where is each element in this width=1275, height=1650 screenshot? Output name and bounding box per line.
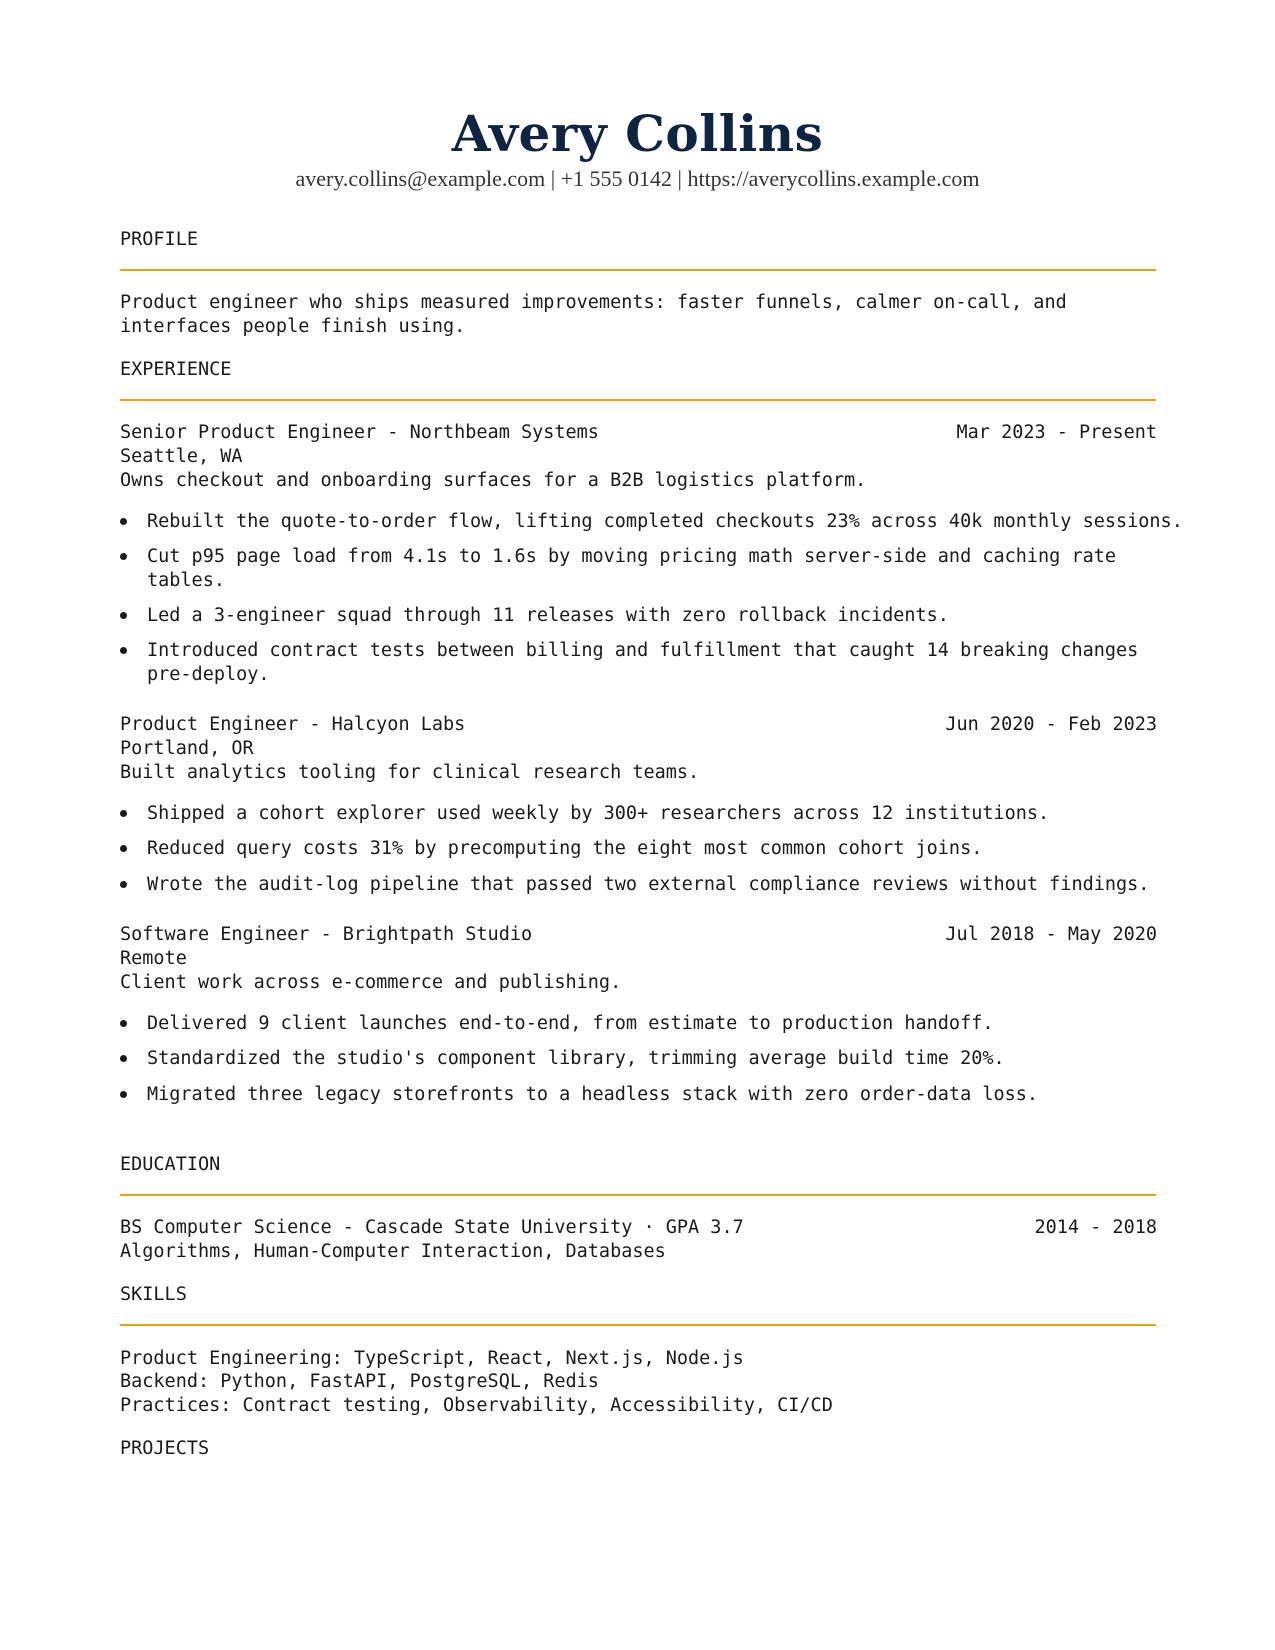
education-dates: 2014 - 2018 (1034, 1217, 1157, 1238)
skills-line: Product Engineering: TypeScript, React, Next.js, Node.js (120, 1348, 744, 1369)
section-heading-profile: PROFILE (120, 229, 198, 250)
job-dates: Jul 2018 - May 2020 (945, 924, 1157, 945)
job-summary: Built analytics tooling for clinical research teams. (120, 762, 700, 783)
bullet-text: Reduced query costs 31% by precomputing the eight most common cohort joins. (147, 838, 983, 859)
section-divider (120, 1324, 1156, 1326)
bullet-text: pre-deploy. (147, 664, 270, 685)
bullet-text: Shipped a cohort explorer used weekly by 300+ researchers across 12 institutions. (147, 803, 1050, 824)
bullet-text: Introduced contract tests between billing and fulfillment that caught 14 breaking changes (147, 640, 1139, 661)
bullet-icon (120, 553, 127, 560)
section-divider (120, 269, 1156, 271)
bullet-icon (120, 1055, 127, 1062)
job-location: Portland, OR (120, 738, 254, 759)
job-summary: Owns checkout and onboarding surfaces for a B2B logistics platform. (120, 470, 867, 491)
job-title: Senior Product Engineer - Northbeam Systems (120, 422, 599, 443)
skills-line: Backend: Python, FastAPI, PostgreSQL, Redis (120, 1371, 599, 1392)
bullet-icon (120, 881, 127, 888)
bullet-text: tables. (147, 570, 225, 591)
job-title: Software Engineer - Brightpath Studio (120, 924, 533, 945)
bullet-icon (120, 647, 127, 654)
section-heading-projects: PROJECTS (120, 1438, 210, 1459)
bullet-text: Cut p95 page load from 4.1s to 1.6s by moving pricing math server-side and caching rate (147, 546, 1117, 567)
bullet-icon (120, 518, 127, 525)
job-title: Product Engineer - Halcyon Labs (120, 714, 466, 735)
coursework-line: Algorithms, Human-Computer Interaction, Databases (120, 1241, 666, 1262)
profile-line: Product engineer who ships measured improvements: faster funnels, calmer on-call, and (120, 292, 1067, 313)
bullet-text: Led a 3-engineer squad through 11 releases with zero rollback incidents. (147, 605, 949, 626)
bullet-icon (120, 1020, 127, 1027)
section-divider (120, 399, 1156, 401)
section-heading-experience: EXPERIENCE (120, 359, 232, 380)
degree-line: BS Computer Science - Cascade State University · GPA 3.7 (120, 1217, 744, 1238)
section-divider (120, 1194, 1156, 1196)
job-location: Seattle, WA (120, 446, 243, 467)
bullet-text: Migrated three legacy storefronts to a headless stack with zero order-data loss. (147, 1084, 1039, 1105)
bullet-text: Wrote the audit-log pipeline that passed two external compliance reviews without findings. (147, 874, 1150, 895)
bullet-text: Rebuilt the quote-to-order flow, lifting completed checkouts 23% across 40k monthly sessions. (147, 511, 1183, 532)
bullet-icon (120, 612, 127, 619)
bullet-icon (120, 845, 127, 852)
bullet-icon (120, 810, 127, 817)
contact-line: avery.collins@example.com | +1 555 0142 | https://averycollins.example.com (295, 166, 980, 191)
skills-line: Practices: Contract testing, Observability, Accessibility, CI/CD (120, 1395, 833, 1416)
job-location: Remote (120, 948, 187, 969)
bullet-text: Standardized the studio's component library, trimming average build time 20%. (147, 1048, 1005, 1069)
job-dates: Jun 2020 - Feb 2023 (945, 714, 1157, 735)
bullet-text: Delivered 9 client launches end-to-end, from estimate to production handoff. (147, 1013, 994, 1034)
section-heading-skills: SKILLS (120, 1284, 187, 1305)
bullet-icon (120, 1091, 127, 1098)
section-heading-education: EDUCATION (120, 1154, 221, 1175)
candidate-name: Avery Collins (451, 104, 824, 163)
job-dates: Mar 2023 - Present (956, 422, 1157, 443)
job-summary: Client work across e-commerce and publishing. (120, 972, 622, 993)
profile-line: interfaces people finish using. (120, 316, 466, 337)
